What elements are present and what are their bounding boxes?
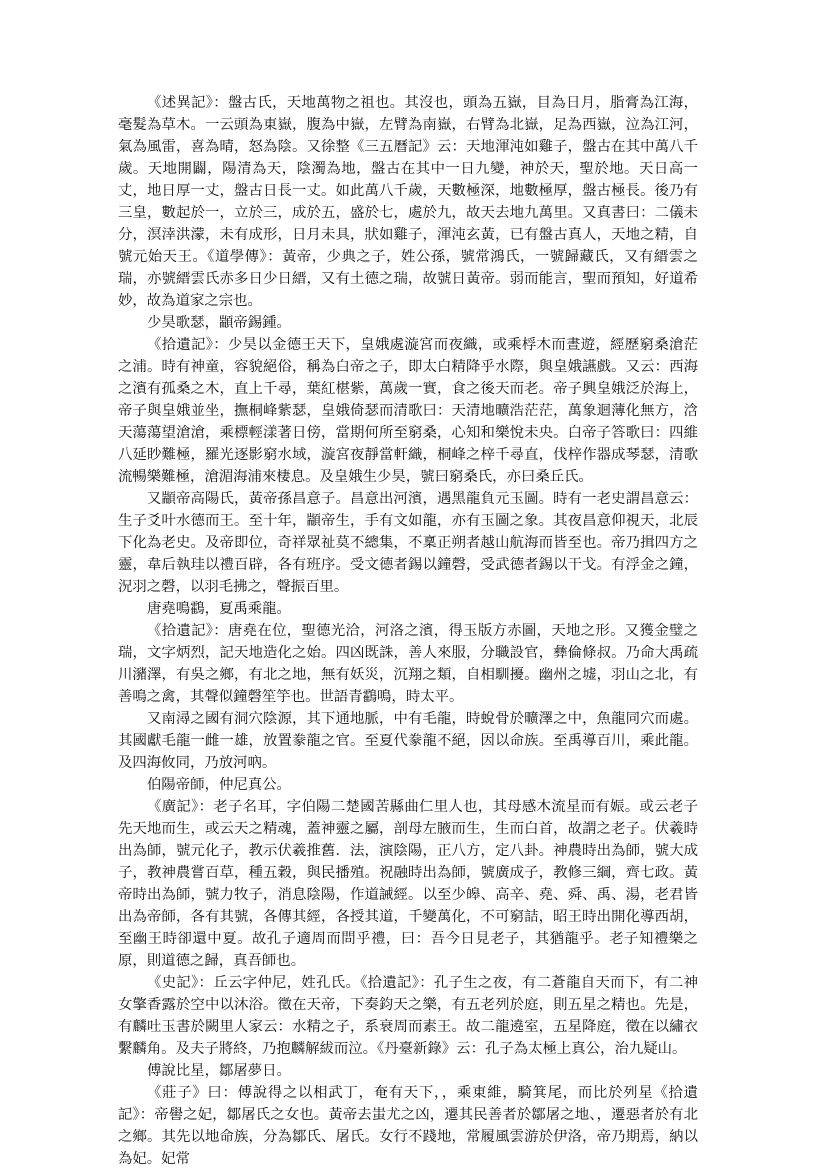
paragraph-5: 又南潯之國有洞穴陰源，其下通地脈，中有毛龍，時蛻骨於曠澤之中，魚龍同穴而處。其國獻毛龍一雌一雄，放置豢龍之官。至夏代豢龍不絕，因以命族。至禹導百川，乘此龍。及四海攸同，乃放河吶。 <box>118 711 698 771</box>
heading-line-2: 唐堯鳴鸖，夏禹乘龍。 <box>147 601 291 617</box>
heading-line-1: 少昊歌瑟，顓帝錫鍾。 <box>147 315 291 331</box>
document-page <box>118 92 698 1170</box>
paragraph-1: 《述異記》：盤古氏，天地萬物之祖也。其沒也，頭為五嶽，目為日月，脂膏為江海，毫髮為草木。一云頭為東嶽，腹為中嶽，左臂為南嶽，右臂為北嶽，足為西嶽，泣為江河，氣為風雷，喜為晴，怒為陰。又徐整《三五曆記》云：天地渾沌如雞子，盤古在其中萬八千歲。天地開闢，陽清為天，陰濁為地，盤古在其中一日九變，神於天，聖於地。天日高一丈，地日厚一丈，盤古日長一丈。如此萬八千歲，天數極深，地數極厚，盤古極長。後乃有三皇，數起於一，立於三，成於五，盛於七，處於九，故天去地九萬里。又真書曰：二儀未分，溟涬洪濛，未有成形，日月未具，狀如雞子，渾沌玄黃，已有盤古真人，天地之精，自號元始天王。《道學傳》：黃帝，少典之子，姓公孫，號常鴻氏，一號歸藏氏，又有縉雲之瑞，亦號縉雲氏赤多日少日縉，又有土德之瑞，故號日黃帝。弱而能言，聖而預知，好道希妙，故為道家之宗也。 <box>118 95 698 309</box>
heading-line-3: 伯陽帝師，仲尼真公。 <box>147 777 291 793</box>
heading-line-4: 傅說比星，鄒屠夢日。 <box>147 1063 291 1079</box>
paragraph-8: 《莊子》曰：傅說得之以相武丁，奄有天下，，乘東維，騎箕尾，而比於列星《拾遺記》：帝嚳之妃，鄒屠氏之女也。黃帝去蚩尤之凶，遷其民善者於鄒屠之地、，遷惡者於有北之鄉。其先以地命族，分為鄒氏、屠氏。女行不踐地，常履風雲游於伊洛，帝乃期焉，納以為妃。妃常 <box>118 1085 698 1167</box>
paragraph-2: 《拾遺記》：少昊以金德王天下，皇娥處漩宮而夜織，或乘桴木而晝遊，經歷窮桑滄茫之浦。時有神童，容貌絕俗，稱為白帝之子，即太白精降乎水際，與皇娥讌戲。又云：西海之濱有孤桑之木，直上千尋，葉紅椹紫，萬歲一實，食之後天而老。帝子興皇娥泛於海上，帝子與皇娥並坐，撫桐峰紫瑟，皇娥倚瑟而清歌曰：天清地曠浩茫茫，萬象迴薄化無方，浛天蕩蕩望滄滄，乘標輕漾著日傍，當期何所至窮桑，心知和樂悅未央。白帝子答歌曰：四維八延眇難極，羅光逐影窮水域，漩宮夜靜當軒織，桐峰之梓千尋直，伐梓作器成琴瑟，清歌流暢樂難極，滄湄海浦來棲息。及皇娥生少昊，號曰窮桑氏，亦曰桑丘氏。 <box>118 337 698 485</box>
paragraph-6: 《廣記》：老子名耳，字伯陽二楚國苦縣曲仁里人也，其母感木流星而有娠。或云老子先天地而生，或云天之精魂，蓋神靈之屬，剖母左腋而生，生而白首，故謂之老子。伏羲時出為師，號元化子，教示伏羲推舊．法，演陰陽，正八方，定八卦。神農時出為師，號大成子，教神農嘗百草，種五穀，與民播殖。祝融時出為師，號廣成子，教修三綱，齊七政。黃帝時出為師，號力牧子，消息陰陽，作道誡經。以至少皞、高辛、堯、舜、禹、湯，老君皆出為帝師，各有其號，各傳其經，各授其道，千變萬化，不可窮詰，昭王時出開化導西胡，至幽王時卻還中夏。故孔子適周而問乎禮，曰：吾今日見老子，其猶龍乎。老子知禮樂之原，則道德之歸，真吾師也。 <box>118 799 698 969</box>
paragraph-3: 又顓帝高陽氏，黃帝孫昌意子。昌意出河濱，遇黑龍負元玉圖。時有一老史謂昌意云：生子爻叶水德而王。至十年，顓帝生，手有文如龍，亦有玉圖之象。其夜昌意仰視天，北辰下化為老史。及帝即位，奇祥眾祉莫不總集，不稟正朔者越山航海而皆至也。帝乃揖四方之靈，韋后執珪以禮百辟，各有班序。受文德者錫以鐘磬，受武德者錫以干戈。有浮金之鐘，況羽之磬，以羽毛拂之，聲振百里。 <box>118 491 698 595</box>
paragraph-7: 《史記》：丘云字仲尼，姓孔氏。《拾遺記》：孔子生之夜，有二蒼龍自天而下，有二神女擎香露於空中以沐浴。徵在天帝，下奏鈞天之樂，有五老列於庭，則五星之精也。先是，有麟吐玉書於闕里人家云：水精之子，系衰周而素王。故二龍遶室，五星降庭，徵在以繡衣繫麟角。及夫子將終，乃抱麟解紱而泣。《丹臺新錄》云：孔子為太極上真公，治九疑山。 <box>118 975 698 1057</box>
paragraph-4: 《拾遺記》：唐堯在位，聖德光洽，河洛之濱，得玉版方赤圖，天地之形。又獲金璧之瑞，文字炳烈，記天地造化之始。四凶既誅，善人來服，分職設官，彝倫條叔。乃命大禹疏川瀦澤，有吳之鄉，有北之地，無有妖災，沉翔之類，自相馴擾。幽州之墟，羽山之北，有善鳴之禽，其聲似鐘磬笙竽也。世語青鸖鳴，時太平。 <box>118 623 698 705</box>
